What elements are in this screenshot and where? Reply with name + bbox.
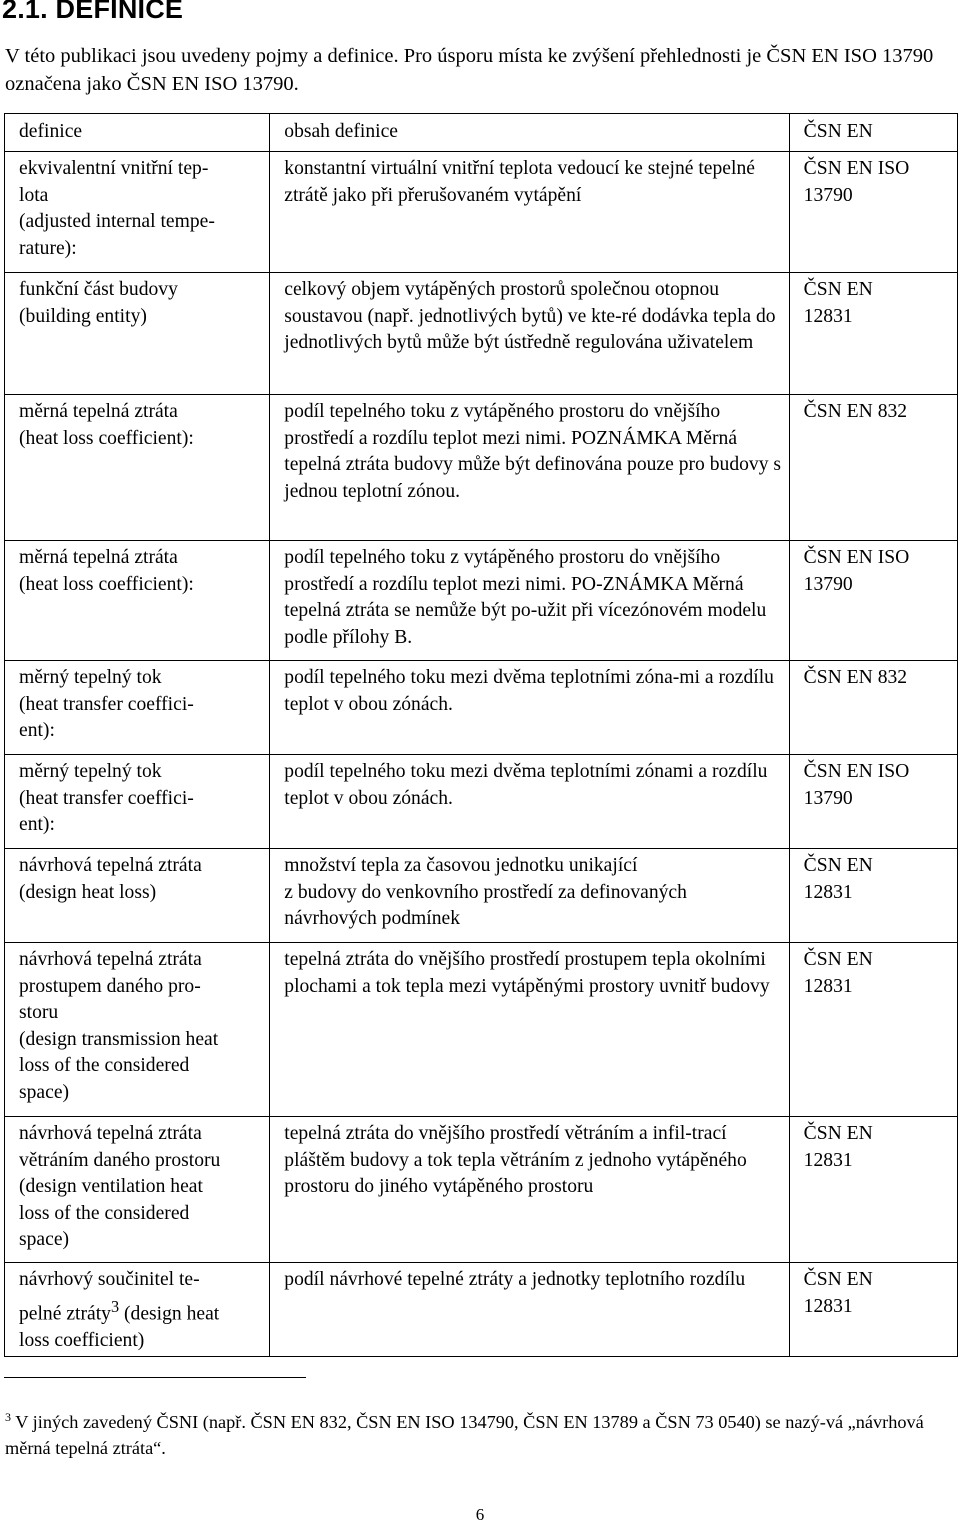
definition-cell: podíl tepelného toku z vytápěného prostoru do vnějšího prostředí a rozdílu teplot mezi nimi. PO-ZNÁMKA Měrná tepelná ztráta se nemůže být po-užit při vícezónovém modelu podle přílohy B. xyxy=(270,541,789,661)
footnote-divider xyxy=(4,1377,306,1378)
table-row xyxy=(5,395,958,541)
standard-cell xyxy=(789,395,957,541)
standard-text: ČSN EN 12831 xyxy=(803,1123,873,1171)
standard-text: ČSN EN ISO 13790 xyxy=(803,761,910,809)
table-row xyxy=(5,849,958,943)
footnote xyxy=(5,1404,955,1461)
standard-cell xyxy=(789,152,957,273)
term-cell xyxy=(5,849,270,943)
table-header-row xyxy=(5,114,958,152)
standard-cell xyxy=(789,273,957,395)
definition-cell: konstantní virtuální vnitřní teplota vedoucí ke stejné tepelné ztrátě jako při přerušovaném vytápění xyxy=(270,152,789,273)
table-row xyxy=(5,1263,958,1357)
term-cell xyxy=(5,1263,270,1357)
term-cell xyxy=(5,661,270,755)
standard-cell xyxy=(789,755,957,849)
table-row xyxy=(5,152,958,273)
term-text: návrhová tepelná ztráta (design heat loss) xyxy=(19,855,202,903)
definition-cell: podíl tepelného toku mezi dvěma teplotními zóna-mi a rozdílu teplot v obou zónách. xyxy=(270,661,789,755)
standard-text: ČSN EN ISO 13790 xyxy=(803,158,910,206)
term-cell xyxy=(5,541,270,661)
table-row xyxy=(5,661,958,755)
table-row xyxy=(5,541,958,661)
definition-cell: tepelná ztráta do vnějšího prostředí prostupem tepla okolními plochami a tok tepla mezi vytápěnými prostory uvnitř budovy xyxy=(270,943,789,1117)
term-text: návrhová tepelná ztráta prostupem daného pro- storu (design transmission heat loss of the considered space) xyxy=(19,949,219,1103)
header-csn-en: ČSN EN xyxy=(789,114,957,152)
term-cell xyxy=(5,152,270,273)
definition-cell: celkový objem vytápěných prostorů společnou otopnou soustavou (např. jednotlivých bytů) ve kte-ré dodávka tepla do jednotlivých bytů může být ústředně regulována uživatelem xyxy=(270,273,789,395)
term-text: měrný tepelný tok (heat transfer coeffici- ent): xyxy=(19,667,194,742)
standard-cell xyxy=(789,661,957,755)
page-number: 6 xyxy=(475,1505,485,1524)
definition-cell: tepelná ztráta do vnějšího prostředí větráním a infil-trací pláštěm budovy a tok tepla větráním z jednoho vytápěného prostoru do jiného vytápěného prostoru xyxy=(270,1117,789,1263)
term-text-part: (design heat loss coefficient) xyxy=(19,1303,220,1351)
term-text: měrná tepelná ztráta (heat loss coefficient): xyxy=(19,401,194,449)
standard-text: ČSN EN 12831 xyxy=(803,949,873,997)
term-cell xyxy=(5,943,270,1117)
term-cell xyxy=(5,1117,270,1263)
standard-cell xyxy=(789,541,957,661)
term-text: měrný tepelný tok (heat transfer coeffici- ent): xyxy=(19,761,194,836)
standard-text: ČSN EN 12831 xyxy=(803,279,873,327)
footnote-text: V jiných zavedený ČSNI (např. ČSN EN 832, ČSN EN ISO 134790, ČSN EN 13789 a ČSN 73 0540) se nazý-vá „návrhová měrná tepelná ztráta“. xyxy=(5,1412,924,1459)
term-cell xyxy=(5,755,270,849)
standard-text: ČSN EN 832 xyxy=(803,401,908,422)
definitions-table xyxy=(4,113,958,1357)
section-heading: 2.1. DEFINICE xyxy=(2,0,184,24)
term-cell xyxy=(5,273,270,395)
definition-cell: podíl tepelného toku z vytápěného prostoru do vnějšího prostředí a rozdílu teplot mezi nimi. POZNÁMKA Měrná tepelná ztráta budovy může být definována pouze pro budovy s jednou teplotní zónou. xyxy=(270,395,789,541)
definition-text: množství tepla za časovou jednotku unikající z budovy do venkovního prostředí za definovaných návrhových podmínek xyxy=(284,855,687,930)
table-row xyxy=(5,943,958,1117)
term-text: měrná tepelná ztráta (heat loss coefficient): xyxy=(19,547,194,595)
term-text: návrhová tepelná ztráta větráním daného prostoru (design ventilation heat loss of the considered space) xyxy=(19,1123,221,1251)
standard-cell xyxy=(789,1117,957,1263)
definition-cell xyxy=(270,849,789,943)
term-text: ekvivalentní vnitřní tep- lota (adjusted internal tempe- rature): xyxy=(19,158,215,259)
header-definice: definice xyxy=(5,114,270,152)
standard-cell xyxy=(789,1263,957,1357)
definition-cell: podíl tepelného toku mezi dvěma teplotními zónami a rozdílu teplot v obou zónách. xyxy=(270,755,789,849)
term-text: funkční část budovy (building entity) xyxy=(19,279,178,327)
definition-cell: podíl návrhové tepelné ztráty a jednotky teplotního rozdílu xyxy=(270,1263,789,1357)
table-row xyxy=(5,273,958,395)
header-obsah-definice: obsah definice xyxy=(270,114,789,152)
footnote-marker: 3 xyxy=(5,1410,11,1424)
term-cell xyxy=(5,395,270,541)
term-text xyxy=(19,1267,263,1354)
table-row xyxy=(5,755,958,849)
standard-text: ČSN EN ISO 13790 xyxy=(803,547,910,595)
standard-cell xyxy=(789,943,957,1117)
standard-text: ČSN EN 832 xyxy=(803,667,908,688)
standard-text: ČSN EN 12831 xyxy=(803,855,873,903)
footnote-ref: 3 xyxy=(110,1296,120,1316)
standard-cell xyxy=(789,849,957,943)
standard-text: ČSN EN 12831 xyxy=(803,1269,873,1317)
table-row xyxy=(5,1117,958,1263)
term-text-part: návrhový součinitel te- pelné ztráty xyxy=(19,1269,200,1325)
intro-paragraph: V této publikaci jsou uvedeny pojmy a definice. Pro úsporu místa ke zvýšení přehlednosti je ČSN EN ISO 13790 označena jako ČSN EN ISO 13790. xyxy=(5,45,934,95)
